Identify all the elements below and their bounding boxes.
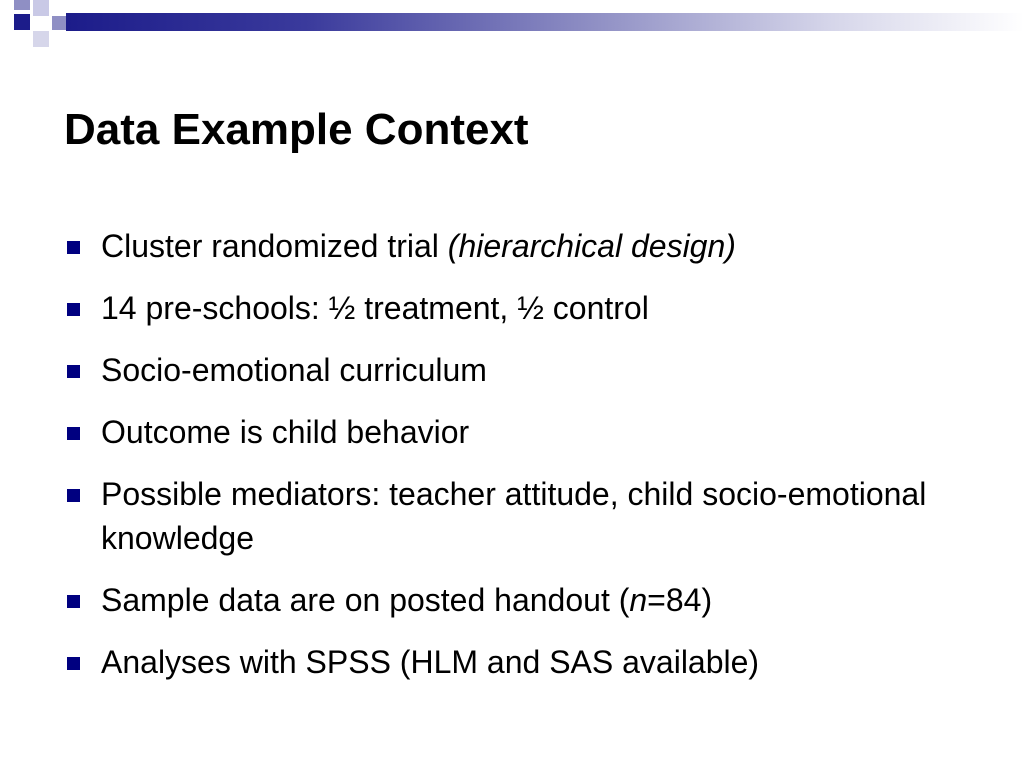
bullet-item [64,348,984,392]
bullet-text: Cluster randomized trial (hierarchical design) [101,228,736,264]
decorative-square [52,16,66,30]
square-bullet-icon [67,489,80,502]
bullet-text: Outcome is child behavior [101,414,470,450]
bullet-text: Analyses with SPSS (HLM and SAS available) [101,644,760,680]
bullet-item [64,472,984,560]
bullet-text: Possible mediators: teacher attitude, child socio-emotional knowledge [101,476,927,556]
bullet-item [64,640,984,684]
decorative-square [14,14,30,30]
header-gradient-bar [66,13,1024,31]
square-bullet-icon [67,241,80,254]
bullet-text: 14 pre-schools: ½ treatment, ½ control [101,290,649,326]
bullet-text: Sample data are on posted handout (n=84) [101,582,713,618]
bullet-item [64,410,984,454]
bullet-item [64,224,984,268]
square-bullet-icon [67,365,80,378]
square-bullet-icon [67,595,80,608]
bullet-list [64,224,984,702]
square-bullet-icon [67,657,80,670]
decorative-square [33,0,49,16]
square-bullet-icon [67,303,80,316]
decorative-square [14,0,30,10]
decorative-square [33,31,49,47]
slide-title: Data Example Context [64,105,529,154]
square-bullet-icon [67,427,80,440]
bullet-item [64,286,984,330]
bullet-text: Socio-emotional curriculum [101,352,487,388]
bullet-item [64,578,984,622]
